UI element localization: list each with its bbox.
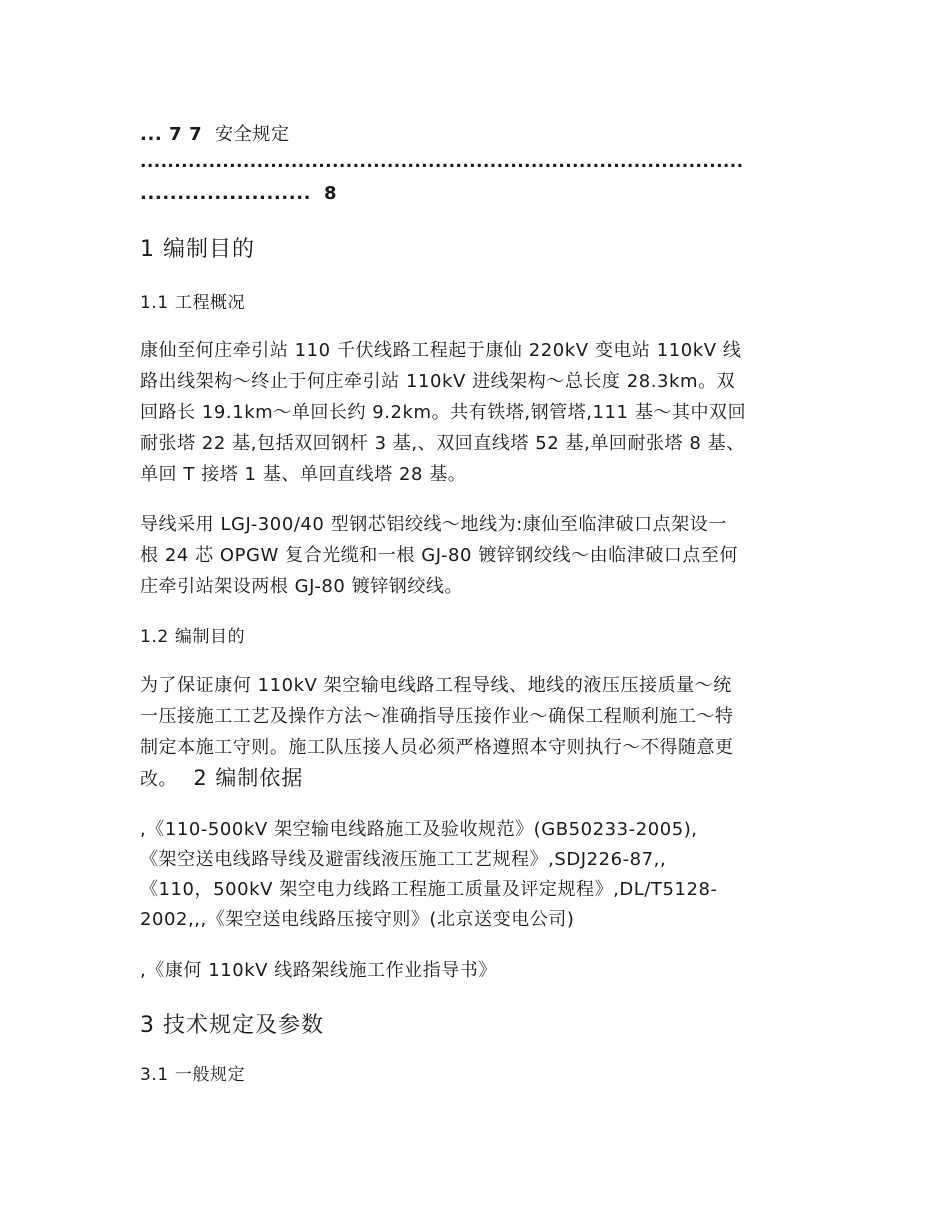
paragraph-line: 制定本施工守则。施工队压接人员必须严格遵照本守则执行～不得随意更 (140, 737, 734, 758)
paragraph-line: 为了保证康何 110kV 架空输电线路工程导线、地线的液压压接质量～统 (140, 675, 732, 696)
paragraph-tail: 改。 (140, 769, 178, 790)
section-1-2-heading: 1.2 编制目的 (140, 627, 246, 647)
section-2-heading: 2 编制依据 (193, 766, 304, 790)
section-1-heading: 1 编制目的 (140, 237, 255, 262)
paragraph-line-with-heading (140, 762, 812, 792)
toc-leader-dots-end: ....................... (140, 183, 312, 204)
toc-entry-title: 安全规定 (215, 124, 290, 145)
toc-leader-end (140, 183, 337, 204)
reference-line: 2002,,,《架空送电线路压接守则》(北京送变电公司) (140, 909, 575, 930)
paragraph-line: 根 24 芯 OPGW 复合光缆和一根 GJ-80 镀锌钢绞线～由临津破口点至何 (140, 545, 739, 566)
reference-line: 《架空送电线路导线及避雷线液压施工工艺规程》,SDJ226-87,, (140, 849, 667, 870)
paragraph-line: 康仙至何庄牵引站 110 千伏线路工程起于康仙 220kV 变电站 110kV 线 (140, 340, 742, 361)
toc-page-number: 8 (323, 183, 338, 204)
paragraph-line: 路出线架构～终止于何庄牵引站 110kV 进线架构～总长度 28.3km。双 (140, 371, 736, 392)
paragraph-line: 回路长 19.1km～单回长约 9.2km。共有铁塔,钢管塔,111 基～其中双回 (140, 402, 747, 423)
paragraph-line: 单回 T 接塔 1 基、单回直线塔 28 基。 (140, 464, 467, 485)
reference-line: 《110，500kV 架空电力线路工程施工质量及评定规程》,DL/T5128- (140, 879, 718, 900)
toc-entry-prefix: ... 7 7 (140, 124, 203, 145)
paragraph-line: 一压接施工工艺及操作方法～准确指导压接作业～确保工程顺利施工～特 (140, 706, 734, 727)
section-3-1-heading: 3.1 一般规定 (140, 1065, 246, 1085)
reference-line: ,《110-500kV 架空输电线路施工及验收规范》(GB50233-2005), (140, 819, 698, 840)
paragraph-line: 庄牵引站架设两根 GJ-80 镀锌钢绞线。 (140, 576, 464, 597)
section-1-1-heading: 1.1 工程概况 (140, 293, 246, 313)
section-3-heading: 3 技术规定及参数 (140, 1013, 324, 1038)
paragraph-line: 导线采用 LGJ-300/40 型钢芯铝绞线～地线为:康仙至临津破口点架设一 (140, 514, 727, 535)
toc-entry-safety[interactable] (140, 120, 290, 146)
paragraph-line: 耐张塔 22 基,包括双回钢杆 3 基,、双回直线塔 52 基,单回耐张塔 8 基、 (140, 433, 745, 454)
toc-leader-dots: ........................................................................................ (140, 152, 744, 172)
reference-line: ,《康何 110kV 线路架线施工作业指导书》 (140, 960, 497, 981)
